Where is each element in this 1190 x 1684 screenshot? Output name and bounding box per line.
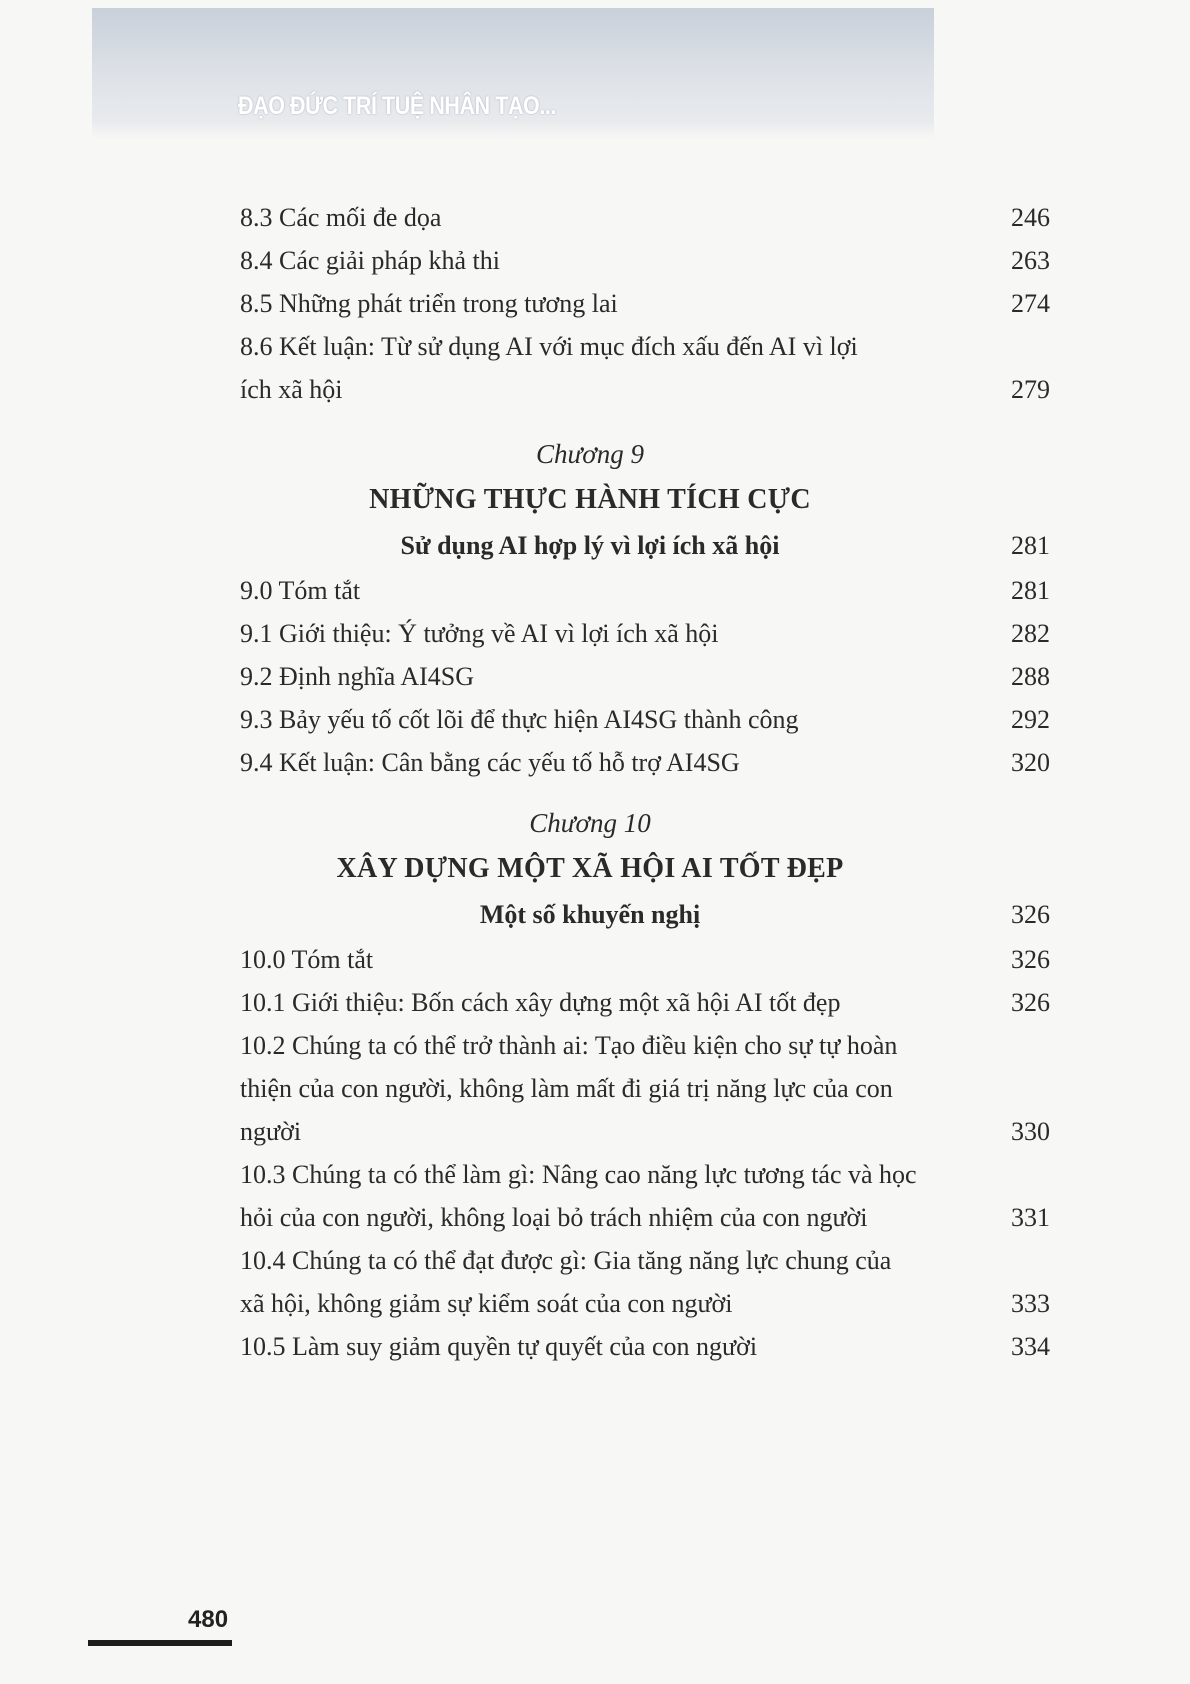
toc-entry-page: 292 — [1011, 705, 1050, 734]
toc-entry-label: 10.4 Chúng ta có thể đạt được gì: Gia tăng năng lực chung của xã hội, không giảm sự kiểm soát của con người — [240, 1246, 892, 1318]
chapter-10-subtitle — [240, 892, 1050, 938]
chapter-10-subtitle-label: Một số khuyến nghị — [479, 900, 701, 929]
toc-entry-label: 9.1 Giới thiệu: Ý tưởng về AI vì lợi ích xã hội — [240, 619, 719, 648]
toc-entry — [240, 1239, 1050, 1325]
chapter-10-subtitle-page: 326 — [1011, 900, 1050, 929]
toc-entry-label: 8.6 Kết luận: Từ sử dụng AI với mục đích xấu đến AI vì lợi ích xã hội — [240, 332, 858, 404]
toc-entry-label: 10.1 Giới thiệu: Bốn cách xây dựng một xã hội AI tốt đẹp — [240, 988, 841, 1017]
toc-entry — [240, 612, 1050, 655]
toc-entry-label: 9.2 Định nghĩa AI4SG — [240, 662, 474, 691]
chapter-10-title: XÂY DỰNG MỘT XÃ HỘI AI TỐT ĐẸP — [336, 853, 844, 884]
page-number: 480 — [188, 1606, 229, 1633]
chapter-9-subtitle-page: 281 — [1011, 531, 1050, 560]
toc-entry-page: 334 — [1011, 1332, 1050, 1361]
toc-entry — [240, 1153, 1050, 1239]
toc-entry-page: 288 — [1011, 662, 1050, 691]
toc-entry-label: 8.5 Những phát triển trong tương lai — [240, 289, 618, 318]
toc-entry-label: 10.3 Chúng ta có thể làm gì: Nâng cao năng lực tương tác và học hỏi của con người, không loại bỏ trách nhiệm của con người — [240, 1160, 917, 1232]
toc-entry-page: 326 — [1011, 945, 1050, 974]
toc-entry — [240, 1024, 1050, 1153]
chapter-9-subtitle — [240, 523, 1050, 569]
toc-entry-label: 10.0 Tóm tắt — [240, 945, 374, 974]
toc-entry-label: 9.3 Bảy yếu tố cốt lõi để thực hiện AI4SG thành công — [240, 705, 799, 734]
running-header-title: ĐẠO ĐỨC TRÍ TUỆ NHÂN TẠO... — [238, 92, 556, 120]
toc-entry — [240, 981, 1050, 1024]
chapter-9-subtitle-label: Sử dụng AI hợp lý vì lợi ích xã hội — [400, 531, 780, 560]
toc-entry — [240, 655, 1050, 698]
toc-entry-page: 326 — [1011, 988, 1050, 1017]
toc-entry — [240, 938, 1050, 981]
toc-entry-page: 279 — [1011, 375, 1050, 404]
chapter-9-title: NHỮNG THỰC HÀNH TÍCH CỰC — [369, 484, 811, 515]
toc-entry-page: 246 — [1011, 203, 1050, 232]
chapter-9-number: Chương 9 — [536, 439, 644, 469]
toc-entry-page: 330 — [1011, 1117, 1050, 1146]
toc-entry-page: 320 — [1011, 748, 1050, 777]
toc-entry-page: 263 — [1011, 246, 1050, 275]
toc-entry-page: 282 — [1011, 619, 1050, 648]
toc-entry — [240, 282, 1050, 325]
toc-entry-page: 274 — [1011, 289, 1050, 318]
toc-entry-page: 281 — [1011, 576, 1050, 605]
toc-entry-label: 10.2 Chúng ta có thể trở thành ai: Tạo điều kiện cho sự tự hoàn thiện của con người, không làm mất đi giá trị năng lực của con người — [240, 1031, 898, 1146]
toc-entry — [240, 698, 1050, 741]
toc-entry — [240, 196, 1050, 239]
toc-entry-label: 10.5 Làm suy giảm quyền tự quyết của con người — [240, 1332, 758, 1361]
toc-entry-page: 331 — [1011, 1203, 1050, 1232]
toc-entry-page: 333 — [1011, 1289, 1050, 1318]
toc-entry — [240, 569, 1050, 612]
table-of-contents — [240, 196, 1050, 1368]
toc-entry — [240, 741, 1050, 784]
toc-entry — [240, 325, 1050, 411]
page-number-rule — [88, 1640, 232, 1646]
toc-entry — [240, 1325, 1050, 1368]
toc-entry-label: 9.4 Kết luận: Cân bằng các yếu tố hỗ trợ AI4SG — [240, 748, 740, 777]
toc-entry-label: 8.4 Các giải pháp khả thi — [240, 246, 500, 275]
toc-entry-label: 9.0 Tóm tắt — [240, 576, 361, 605]
toc-entry — [240, 239, 1050, 282]
toc-entry-label: 8.3 Các mối đe dọa — [240, 203, 442, 232]
chapter-10-number: Chương 10 — [529, 808, 651, 838]
